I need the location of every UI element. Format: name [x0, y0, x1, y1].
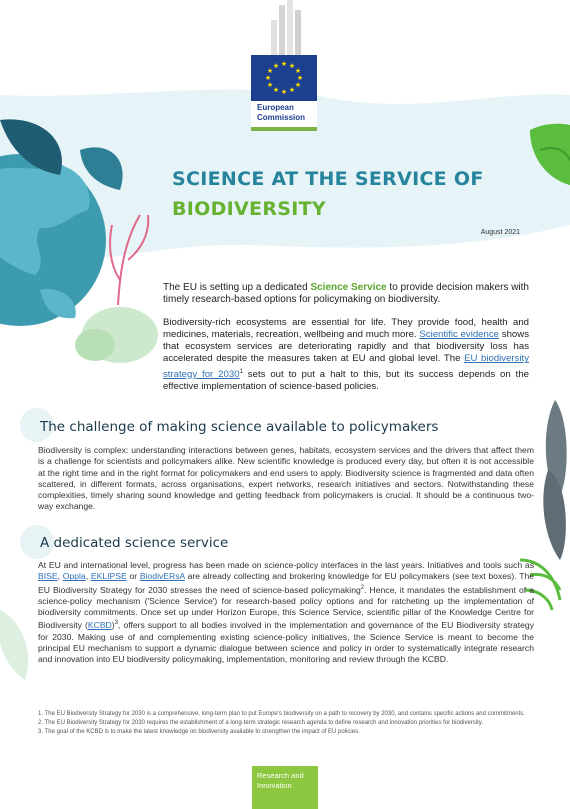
svg-text:★: ★ [288, 62, 296, 70]
logo-building [271, 0, 305, 55]
svg-text:★: ★ [272, 62, 280, 70]
svg-text:★: ★ [280, 88, 288, 96]
oppla-link[interactable]: Oppla [62, 571, 86, 582]
section-heading-science-service: A dedicated science service [40, 535, 229, 551]
title-line-2: BIODIVERSITY [172, 198, 326, 220]
logo-text [257, 103, 305, 123]
svg-text:★: ★ [288, 86, 296, 94]
footnote-2: 2. The EU Biodiversity Strategy for 2030 requires the establishment of a long-term strategic research agenda to define research and innovation priorities for biodiversity. [38, 720, 484, 726]
research-innovation-badge [252, 766, 318, 809]
badge-line-1: Research and [257, 771, 304, 780]
biodiversity-strategy-link[interactable]: EU biodiversity strategy for 2030 [163, 353, 530, 380]
eu-flag-icon [251, 55, 317, 101]
publication-date: August 2021 [480, 229, 520, 236]
svg-text:★: ★ [294, 67, 302, 75]
logo-bar [251, 127, 317, 131]
section-body-science-service: At EU and international level, progress has been made on science-policy interfaces in the last years. Initiatives and tools such as BISE, Oppla, EKLIPSE or BiodivERsA are already collecting and brokering knowledge for EU policymakers (see text boxes). The EU Biodiversity Strategy for 2030 stresses the need of science-based policymaking$^2$. Hence, it mandates the establishment of a science-policy mechanism ('Science Service') for research-based policy options and for ratcheting up the implementation of biodiversity commitments. Once set up under Horizon Europe, this Science Service, scientific pillar of the Knowledge Centre for Biodiversity (KCBD)$^3$, offers support to all bodies involved in the implementation and governance of the EU Biodiversity strategy for 2030. Making use of and complementing existing science-policy initiatives, the Science Service is meant to become the principal EU mechanism to support a dynamic dialogue between science and policy in order to systematically integrate research and innovation into EU biodiversity policymaking, implementation, monitoring and review through the KCBD. [38, 560, 535, 665]
logo-line-1: European [257, 103, 294, 112]
svg-text:★: ★ [266, 81, 274, 89]
section-body-challenge: Biodiversity is complex: understanding interactions between genes, habitats, ecosystem services and the drivers that affect them is a challenge for scientists and policymakers alike. New scientific knowledge is produced every day, but often it is not accessible at the right time and in the right format for policymakers and end users to apply. Biodiversity science is fragmented and data often scattered, in different formats, across organisations, expert networks, research initiatives and sectors. Notwithstanding these complexities, timely sharing sound knowledge and getting feedback from policymakers is crucial. It should be a continuous two-way exchange. [38, 445, 534, 512]
svg-text:★: ★ [266, 67, 274, 75]
eklipse-link[interactable]: EKLIPSE [90, 571, 127, 582]
svg-text:★: ★ [294, 81, 302, 89]
footnote-3: 3. The goal of the KCBD is to make the latest knowledge on biodiversity available to strengthen the impact of EU policies. [38, 729, 360, 735]
kcbd-link[interactable]: KCBD [87, 620, 112, 631]
footnote-1: 1. The EU Biodiversity Strategy for 2030 is a comprehensive, long-term plan to put Europe's biodiversity on a path to recovery by 2030, and contains specific actions and commitments. [38, 711, 525, 717]
biodiversa-link[interactable]: BiodivERsA [139, 571, 185, 582]
bise-link[interactable]: BISE [38, 571, 58, 582]
section-heading-challenge: The challenge of making science available to policymakers [40, 419, 439, 435]
european-commission-logo [251, 55, 317, 131]
badge-line-2: Innovation [257, 781, 292, 790]
intro-paragraph-1: The EU is setting up a dedicated Science Service to provide decision makers with timely research-based options for policymaking on biodiversity. [163, 282, 529, 306]
svg-text:★: ★ [280, 60, 288, 68]
svg-text:★: ★ [272, 86, 280, 94]
intro-paragraph-2: Biodiversity-rich ecosystems are essential for life. They provide food, health and medicines, materials, recreation, wellbeing and much more. Scientific evidence shows that ecosystem services are deteriorating rapidly and that biodiversity loss has accelerated despite the measures taken at EU and global level. The EU biodiversity strategy for 2030$^1$ sets out to put a halt to this, but its success depends on the effective implementation of science-based policies. [163, 316, 530, 393]
leaf-bottom-left [0, 610, 28, 680]
footnotes [38, 710, 534, 737]
science-service-highlight: Science Service [310, 282, 387, 293]
title-line-1: SCIENCE AT THE SERVICE OF [172, 168, 484, 190]
scientific-evidence-link[interactable]: Scientific evidence [419, 329, 499, 341]
intro [163, 282, 529, 403]
svg-text:★: ★ [296, 74, 304, 82]
logo-line-2: Commission [257, 113, 306, 122]
svg-text:★: ★ [264, 74, 272, 82]
